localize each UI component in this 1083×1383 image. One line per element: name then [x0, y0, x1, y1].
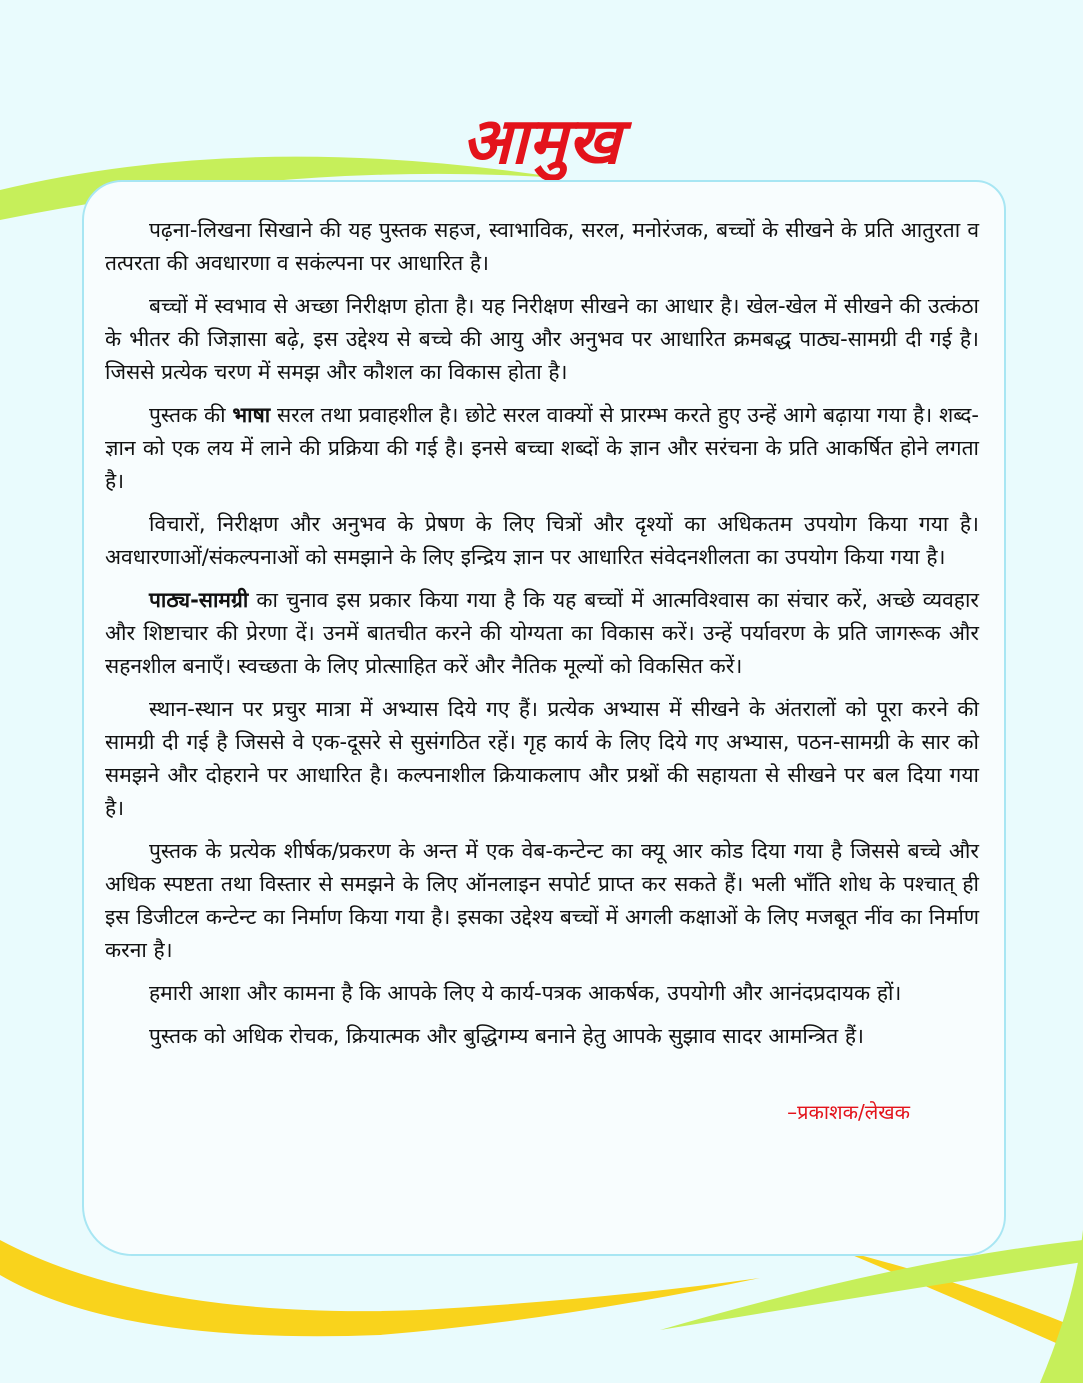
- paragraph: विचारों, निरीक्षण और अनुभव के प्रेषण के लिए चित्रों और दृश्यों का अधिकतम उपयोग किया गया है। अवधारणाओं/संकल्पनाओं को समझाने के लिए इन्द्रिय ज्ञान पर आधारित संवेदनशीलता का उपयोग किया गया है।: [105, 512, 979, 569]
- foreword-body: [105, 214, 979, 1063]
- page-title: आमुख: [461, 105, 622, 179]
- paragraph: पुस्तक को अधिक रोचक, क्रियात्मक और बुद्धिगम्य बनाने हेतु आपके सुझाव सादर आमन्त्रित हैं।: [149, 1024, 865, 1048]
- paragraph: पाठ्य-सामग्री का चुनाव इस प्रकार किया गया है कि यह बच्चों में आत्मविश्वास का संचार करें, अच्छे व्यवहार और शिष्टाचार की प्रेरणा दें। उनमें बातचीत करने की योग्यता का विकास करें। उन्हें पर्यावरण के प्रति जागरूक और सहनशील बनाएँ। स्वच्छता के लिए प्रोत्साहित करें और नैतिक मूल्यों को विकसित करें।: [105, 588, 979, 678]
- paragraph: पुस्तक के प्रत्येक शीर्षक/प्रकरण के अन्त में एक वेब-कन्टेन्ट का क्यू आर कोड दिया गया है जिससे बच्चे और अधिक स्पष्टता तथा विस्तार से समझने के लिए ऑनलाइन सपोर्ट प्राप्त कर सकते हैं। भली भाँति शोध के पश्चात् ही इस डिजीटल कन्टेन्ट का निर्माण किया गया है। इसका उद्देश्य बच्चों में अगली कक्षाओं के लिए मजबूत नींव का निर्माण करना है।: [105, 839, 979, 962]
- paragraph: स्थान-स्थान पर प्रचुर मात्रा में अभ्यास दिये गए हैं। प्रत्येक अभ्यास में सीखने के अंतरालों को पूरा करने की सामग्री दी गई है जिससे वे एक-दूसरे से सुसंगठित रहें। गृह कार्य के लिए दिये गए अभ्यास, पठन-सामग्री के सार को समझने और दोहराने पर आधारित है। कल्पनाशील क्रियाकलाप और प्रश्नों की सहायता से सीखने पर बल दिया गया है।: [105, 697, 979, 820]
- bold-term: पाठ्य-सामग्री: [149, 588, 249, 612]
- paragraph: हमारी आशा और कामना है कि आपके लिए ये कार्य-पत्रक आकर्षक, उपयोगी और आनंदप्रदायक हों।: [149, 981, 902, 1005]
- bold-term: भाषा: [232, 403, 271, 427]
- paragraph: बच्चों में स्वभाव से अच्छा निरीक्षण होता है। यह निरीक्षण सीखने का आधार है। खेल-खेल में सीखने की उत्कंठा के भीतर की जिज्ञासा बढ़े, इस उद्देश्य से बच्चे की आयु और अनुभव पर आधारित क्रमबद्ध पाठ्य-सामग्री दी गई है। जिससे प्रत्येक चरण में समझ और कौशल का विकास होता है।: [105, 294, 979, 384]
- signature: –प्रकाशक/लेखक: [787, 1100, 910, 1124]
- paragraph: पुस्तक की भाषा सरल तथा प्रवाहशील है। छोटे सरल वाक्यों से प्रारम्भ करते हुए उन्हें आगे बढ़ाया गया है। शब्द-ज्ञान को एक लय में लाने की प्रक्रिया की गई है। इनसे बच्चा शब्दों के ज्ञान और सरंचना के प्रति आकर्षित होने लगता है।: [105, 403, 979, 493]
- paragraph: पढ़ना-लिखना सिखाने की यह पुस्तक सहज, स्वाभाविक, सरल, मनोरंजक, बच्चों के सीखने के प्रति आतुरता व तत्परता की अवधारणा व सकंल्पना पर आधारित है।: [105, 218, 979, 275]
